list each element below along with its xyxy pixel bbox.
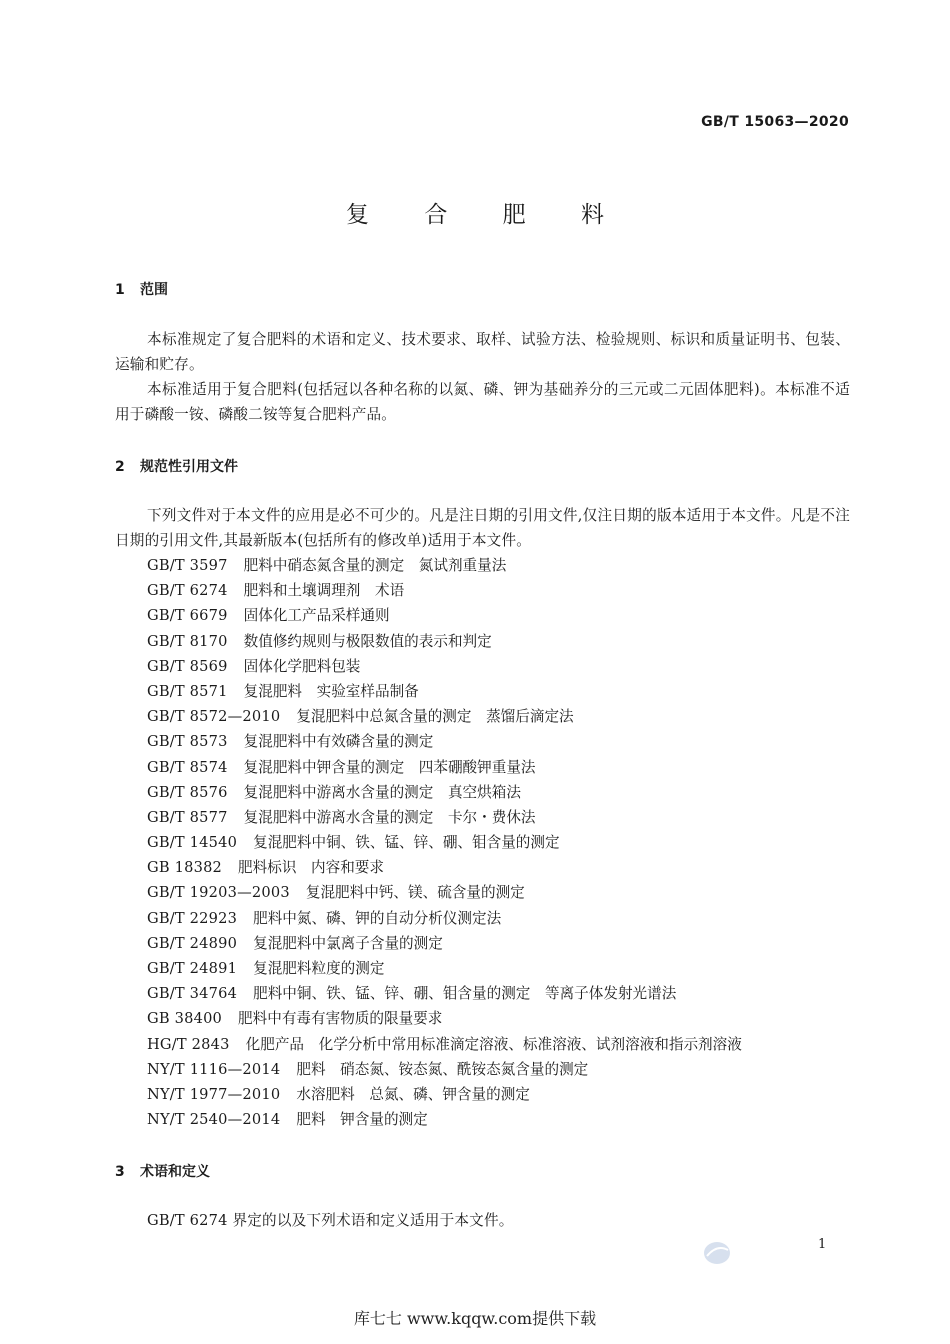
list-item	[147, 603, 742, 628]
reference-code: GB/T 3597	[147, 557, 228, 574]
list-item	[147, 880, 742, 905]
list-item	[147, 1057, 742, 1082]
list-item	[147, 629, 742, 654]
reference-title: 复混肥料中总氮含量的测定 蒸馏后滴定法	[296, 708, 574, 726]
reference-title: 肥料中铜、铁、锰、锌、硼、钼含量的测定 等离子体发射光谱法	[253, 985, 677, 1003]
list-item	[147, 830, 742, 855]
list-item	[147, 855, 742, 880]
section-title: 术语和定义	[140, 1164, 210, 1180]
list-item	[147, 654, 742, 679]
list-item	[147, 755, 742, 780]
reference-title: 化肥产品 化学分析中常用标准滴定溶液、标准溶液、试剂溶液和指示剂溶液	[245, 1035, 742, 1053]
reference-code: NY/T 1116—2014	[147, 1060, 281, 1078]
reference-title: 复混肥料中钾含量的测定 四苯硼酸钾重量法	[243, 758, 536, 776]
list-item	[147, 1082, 742, 1107]
document-title: 复 合 肥 料	[346, 202, 628, 228]
section-number: 3	[115, 1164, 125, 1180]
section-title: 规范性引用文件	[140, 459, 238, 475]
reference-code: GB/T 8170	[147, 632, 228, 650]
scope-paragraph-1: 本标准规定了复合肥料的术语和定义、技术要求、取样、试验方法、检验规则、标识和质量证明书、包装、运输和贮存。	[115, 331, 850, 373]
reference-code: GB/T 34764	[147, 985, 238, 1003]
reference-title: 肥料标识 内容和要求	[238, 859, 384, 877]
reference-code: GB 18382	[147, 859, 223, 877]
list-item	[147, 1006, 742, 1031]
list-item	[147, 906, 742, 931]
list-item	[147, 679, 742, 704]
list-item	[147, 981, 742, 1006]
reference-title: 肥料中有毒有害物质的限量要求	[238, 1010, 443, 1028]
reference-code: GB/T 8571	[147, 682, 228, 700]
reference-code: GB/T 24891	[147, 960, 238, 977]
list-item	[147, 805, 742, 830]
reference-title: 复混肥料中钙、镁、硫含量的测定	[305, 884, 525, 902]
list-item	[147, 1107, 742, 1132]
section-heading-normative-references	[115, 456, 238, 476]
reference-title: 复混肥料中游离水含量的测定 卡尔・费休法	[243, 808, 536, 826]
reference-code: GB/T 8576	[147, 783, 228, 801]
reference-code: GB/T 24890	[147, 934, 238, 952]
list-item	[147, 1032, 742, 1057]
reference-code: GB/T 6679	[147, 607, 228, 625]
reference-code: GB/T 22923	[147, 909, 238, 927]
download-footer: 库七七 www.kqqw.com提供下载	[353, 1309, 597, 1328]
list-item	[147, 780, 742, 805]
section-number: 1	[115, 282, 125, 298]
scope-paragraph-2: 本标准适用于复合肥料(包括冠以各种名称的以氮、磷、钾为基础养分的三元或二元固体肥料)。本标准不适用于磷酸一铵、磷酸二铵等复合肥料产品。	[115, 381, 850, 423]
reference-code: GB/T 8574	[147, 758, 228, 776]
reference-code: GB/T 8577	[147, 808, 228, 826]
publisher-logo-icon	[702, 1240, 732, 1266]
reference-title: 复混肥料中有效磷含量的测定	[243, 733, 434, 751]
references-intro-paragraph: 下列文件对于本文件的应用是必不可少的。凡是注日期的引用文件,仅注日期的版本适用于本文件。凡是不注日期的引用文件,其最新版本(包括所有的修改单)适用于本文件。	[115, 507, 850, 549]
reference-code: NY/T 1977—2010	[147, 1085, 281, 1103]
section-title: 范围	[140, 282, 168, 298]
terms-intro-paragraph: GB/T 6274 界定的以及下列术语和定义适用于本文件。	[147, 1212, 514, 1229]
list-item	[147, 956, 742, 981]
reference-title: 肥料和土壤调理剂 术语	[243, 582, 405, 600]
list-item	[147, 578, 742, 603]
reference-title: 复混肥料中游离水含量的测定 真空烘箱法	[243, 783, 521, 801]
reference-title: 固体化工产品采样通则	[243, 607, 390, 625]
section-number: 2	[115, 459, 125, 475]
reference-title: 水溶肥料 总氮、磷、钾含量的测定	[296, 1085, 530, 1103]
reference-title: 复混肥料中铜、铁、锰、锌、硼、钼含量的测定	[253, 834, 560, 852]
reference-title: 数值修约规则与极限数值的表示和判定	[243, 632, 492, 650]
page-number: 1	[818, 1237, 827, 1252]
list-item	[147, 553, 742, 578]
reference-code: NY/T 2540—2014	[147, 1111, 281, 1129]
reference-title: 复混肥料中氯离子含量的测定	[253, 934, 443, 952]
reference-title: 固体化学肥料包装	[243, 657, 361, 675]
reference-code: GB/T 6274	[147, 582, 228, 600]
reference-title: 复混肥料 实验室样品制备	[243, 682, 419, 700]
reference-title: 肥料中硝态氮含量的测定 氮试剂重量法	[243, 557, 507, 574]
reference-title: 复混肥料粒度的测定	[253, 960, 385, 977]
reference-list	[147, 553, 742, 1132]
reference-code: GB/T 19203—2003	[147, 884, 290, 902]
reference-title: 肥料 硝态氮、铵态氮、酰铵态氮含量的测定	[296, 1060, 589, 1078]
reference-code: GB/T 14540	[147, 834, 238, 852]
reference-code: GB/T 8572—2010	[147, 708, 281, 726]
list-item	[147, 704, 742, 729]
section-heading-scope	[115, 279, 168, 299]
reference-code: GB 38400	[147, 1010, 223, 1028]
list-item	[147, 729, 742, 754]
reference-code: HG/T 2843	[147, 1035, 230, 1053]
reference-title: 肥料中氮、磷、钾的自动分析仪测定法	[253, 909, 502, 927]
reference-code: GB/T 8569	[147, 657, 228, 675]
reference-code: GB/T 8573	[147, 733, 228, 751]
section-heading-terms	[115, 1161, 210, 1181]
standard-code: GB/T 15063—2020	[701, 114, 849, 130]
reference-title: 肥料 钾含量的测定	[296, 1111, 428, 1129]
list-item	[147, 931, 742, 956]
